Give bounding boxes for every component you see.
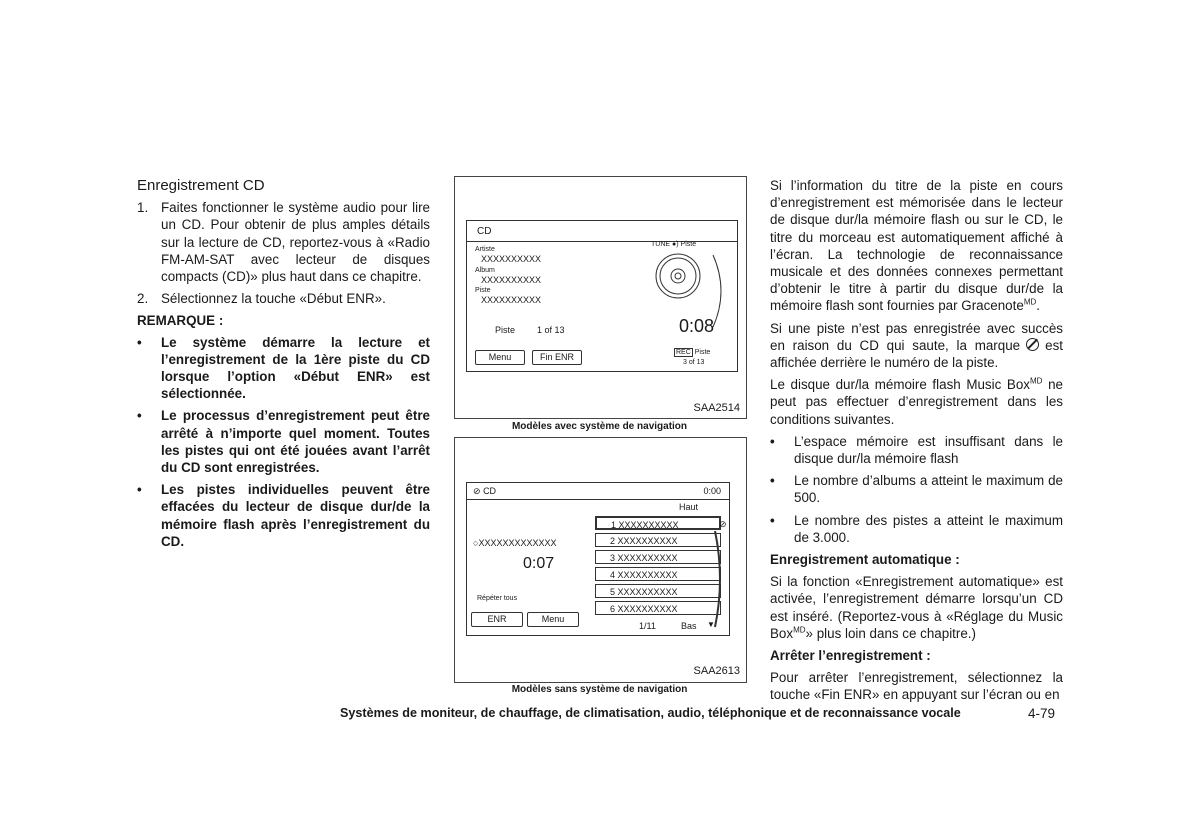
note-title: REMARQUE : <box>137 313 224 329</box>
album-label: Album <box>475 267 495 274</box>
left-column <box>137 177 430 555</box>
condition-text: Le nombre des pistes a atteint le maximum de 3.000. <box>794 512 1063 545</box>
paragraph-conditions <box>770 376 1063 428</box>
elapsed-time: 0:07 <box>523 555 555 572</box>
tune-label: TUNE <box>651 241 671 248</box>
note-bullet-text: Le système démarre la lecture et l’enregistrement de la 1ère piste du CD lorsque l’option «Début ENR» est sélectionnée. <box>161 334 430 402</box>
bullet-dot: • <box>137 482 142 498</box>
piste-count: 1 of 13 <box>537 325 565 335</box>
section-title: Enregistrement CD <box>137 177 265 194</box>
page-number: 4-79 <box>1028 706 1056 721</box>
bullet-dot: • <box>770 433 775 449</box>
scroll-down-label[interactable]: Bas <box>681 621 697 631</box>
tune-sub: Piste <box>680 241 697 248</box>
step-number: 1. <box>137 200 149 216</box>
heading-auto-record: Enregistrement automatique : <box>770 552 960 568</box>
cd-screen-basic <box>466 482 730 636</box>
fin-enr-button[interactable]: Fin ENR <box>532 350 582 365</box>
paragraph-text: Si une piste n’est pas enregistrée avec succès en raison du CD qui saute, la marque <box>770 320 1063 353</box>
tune-indicator <box>651 241 696 248</box>
bullet-dot: • <box>770 512 775 528</box>
bullet-dot: • <box>770 473 775 489</box>
heading-stop-record: Arrêter l’enregistrement : <box>770 648 931 664</box>
piste-label: Piste <box>495 325 516 335</box>
rec-badge: REC <box>676 349 691 356</box>
step-text: Faites fonctionner le système audio pour lire un CD. Pour obtenir de plus amples détails sur la lecture de CD, reportez-vous à «Radio FM-AM-SAT avec lecteur de disques compacts (CD)» plus haut dans ce chapitre. <box>161 200 430 285</box>
paragraph-auto-record <box>770 573 1063 642</box>
rec-status <box>674 349 710 356</box>
repeat-mode: Répéter tous <box>477 595 518 602</box>
divider <box>467 499 729 500</box>
screen-header <box>473 486 496 497</box>
condition-text: L’espace mémoire est insuffisant dans le disque dur/la mémoire flash <box>794 433 1063 467</box>
paragraph-text: est affichée derrière le numéro de la piste. <box>770 337 1063 371</box>
album-value: XXXXXXXXXX <box>481 275 542 285</box>
elapsed-time: 0:08 <box>679 316 715 336</box>
now-playing-title <box>473 538 556 548</box>
track-item[interactable]: 1 XXXXXXXXXX <box>595 516 721 530</box>
now-playing-text: XXXXXXXXXXXXX <box>478 538 557 548</box>
paragraph-end: . <box>1036 298 1040 314</box>
scroll-up-label[interactable]: Haut <box>679 502 699 512</box>
menu-button[interactable]: Menu <box>527 612 579 627</box>
track-item[interactable]: 2 XXXXXXXXXX <box>595 533 721 547</box>
figure-caption: Modèles avec système de navigation <box>511 421 688 432</box>
track-label: Piste <box>475 287 491 294</box>
play-icon: ○ <box>473 538 479 548</box>
paragraph-text: » plus loin dans ce chapitre.) <box>805 625 976 641</box>
menu-button[interactable]: Menu <box>475 350 525 365</box>
paragraph-text: Si l’information du titre de la piste en cours d’enregistrement est mémorisée dans le lecteur de disque dur/la mémoire flash ou sur le CD, le titre du morceau est automatiquement affiché à l’écran. La technologie de reconnaissance musicale et des données connexes permettant d’obtenir le titre à partir du disque dur/de la mémoire flash sont fournies par Gracenote <box>770 178 1063 314</box>
enr-button[interactable]: ENR <box>471 612 523 627</box>
screen-title: CD <box>483 486 497 496</box>
step-2 <box>137 290 430 307</box>
bullet-dot: • <box>137 334 142 350</box>
figure-code: SAA2514 <box>693 402 740 414</box>
note-bullet <box>137 481 430 550</box>
track-value: XXXXXXXXXX <box>481 295 542 305</box>
screen-title: CD <box>477 226 492 237</box>
md-mark: MD <box>793 625 806 635</box>
paragraph-text: ne peut pas effectuer d’enregistrement dans les conditions suivantes. <box>770 377 1063 427</box>
artist-value: XXXXXXXXXX <box>481 254 542 264</box>
note-bullet <box>137 334 430 403</box>
page-footer-title: Systèmes de moniteur, de chauffage, de climatisation, audio, téléphonique et de reconnaissance vocale <box>340 706 961 720</box>
cd-screen-nav <box>466 220 738 372</box>
note-bullet-text: Les pistes individuelles peuvent être effacées du lecteur de disque dur/de la mémoire flash après l’enregistrement du CD. <box>161 482 430 549</box>
condition-bullet <box>770 512 1063 546</box>
step-text: Sélectionnez la touche «Début ENR». <box>161 291 386 307</box>
track-item[interactable]: 6 XXXXXXXXXX <box>595 601 721 615</box>
step-number: 2. <box>137 291 149 307</box>
cd-icon: ⊘ <box>473 486 481 496</box>
figure-caption: Modèles sans système de navigation <box>511 684 688 695</box>
md-mark: MD <box>1030 376 1043 386</box>
paragraph-title-info <box>770 177 1063 315</box>
clock: 0:00 <box>703 486 721 496</box>
condition-bullet <box>770 472 1063 506</box>
recording-check-icon: ⊘ <box>719 519 727 529</box>
scroll-down-icon[interactable]: ▼ <box>707 620 715 629</box>
paragraph-stop-record: Pour arrêter l’enregistrement, sélectionnez la touche «Fin ENR» en appuyant sur l’écran ou en <box>770 670 1063 703</box>
figure-nav-model <box>454 176 747 419</box>
bullet-dot: • <box>137 408 142 424</box>
paragraph-text: Le disque dur/la mémoire flash Music Box <box>770 377 1030 393</box>
track-item[interactable]: 5 XXXXXXXXXX <box>595 584 721 598</box>
note-bullet-text: Le processus d’enregistrement peut être arrêté à n’importe quel moment. Toutes les pistes qui ont été jouées avant l’arrêt du CD sont enregistrées. <box>161 408 430 476</box>
condition-bullet <box>770 433 1063 467</box>
divider <box>467 241 737 242</box>
tune-icon: ●) <box>672 241 679 248</box>
skip-mark-icon <box>1026 338 1039 351</box>
figure-non-nav-model <box>454 437 747 683</box>
track-item[interactable]: 3 XXXXXXXXXX <box>595 550 721 564</box>
rec-piste: Piste <box>694 349 711 356</box>
scrollbar-arc[interactable] <box>711 529 725 629</box>
condition-text: Le nombre d’albums a atteint le maximum de 500. <box>794 473 1063 506</box>
note-bullet <box>137 407 430 476</box>
figure-code: SAA2613 <box>693 665 740 677</box>
md-mark: MD <box>1023 297 1037 307</box>
paragraph-text: Si la fonction «Enregistrement automatique» est activée, l’enregistrement démarre lorsqu’un CD est inséré. (Reportez-vous à «Réglage du Music Box <box>770 574 1063 641</box>
page-indicator: 1/11 <box>639 621 656 631</box>
paragraph-skip <box>770 320 1063 372</box>
artist-label: Artiste <box>475 246 495 253</box>
track-item[interactable]: 4 XXXXXXXXXX <box>595 567 721 581</box>
rec-count: 3 of 13 <box>683 359 705 366</box>
step-1 <box>137 199 430 285</box>
right-column <box>770 177 1063 709</box>
